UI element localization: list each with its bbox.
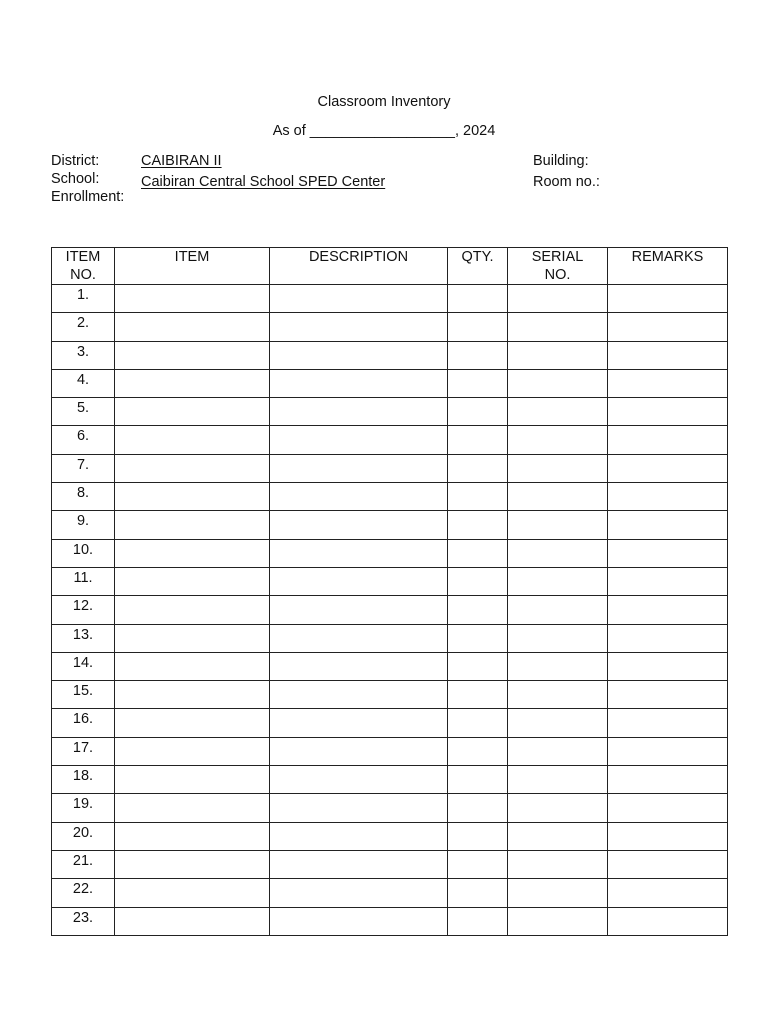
cell-item-no: 3. bbox=[52, 341, 115, 369]
col-header-description: DESCRIPTION bbox=[270, 248, 448, 285]
cell-qty[interactable] bbox=[448, 766, 508, 794]
cell-item[interactable] bbox=[115, 794, 270, 822]
cell-serial-no[interactable] bbox=[508, 539, 608, 567]
cell-item-no: 4. bbox=[52, 369, 115, 397]
col-header-serial-no: SERIAL NO. bbox=[508, 248, 608, 285]
cell-remarks[interactable] bbox=[608, 369, 728, 397]
cell-remarks[interactable] bbox=[608, 681, 728, 709]
room-label: Room no.: bbox=[533, 174, 600, 190]
table-row bbox=[52, 313, 728, 341]
building-label: Building: bbox=[533, 153, 589, 169]
table-row bbox=[52, 398, 728, 426]
col-header-qty: QTY. bbox=[448, 248, 508, 285]
table-row bbox=[52, 879, 728, 907]
cell-serial-no[interactable] bbox=[508, 285, 608, 313]
cell-item-no: 7. bbox=[52, 454, 115, 482]
cell-item-no: 19. bbox=[52, 794, 115, 822]
cell-qty[interactable] bbox=[448, 681, 508, 709]
cell-serial-no[interactable] bbox=[508, 652, 608, 680]
cell-description[interactable] bbox=[270, 341, 448, 369]
cell-item-no: 16. bbox=[52, 709, 115, 737]
cell-qty[interactable] bbox=[448, 737, 508, 765]
cell-description[interactable] bbox=[270, 737, 448, 765]
cell-qty[interactable] bbox=[448, 907, 508, 935]
school-value: Caibiran Central School SPED Center bbox=[141, 174, 386, 190]
cell-qty[interactable] bbox=[448, 483, 508, 511]
cell-description[interactable] bbox=[270, 907, 448, 935]
cell-qty[interactable] bbox=[448, 454, 508, 482]
cell-description[interactable] bbox=[270, 313, 448, 341]
cell-item-no: 11. bbox=[52, 567, 115, 595]
cell-remarks[interactable] bbox=[608, 341, 728, 369]
cell-item-no: 5. bbox=[52, 398, 115, 426]
cell-description[interactable] bbox=[270, 539, 448, 567]
table-row bbox=[52, 511, 728, 539]
cell-description[interactable] bbox=[270, 850, 448, 878]
inventory-table bbox=[51, 247, 728, 936]
table-row bbox=[52, 596, 728, 624]
cell-qty[interactable] bbox=[448, 879, 508, 907]
cell-item[interactable] bbox=[115, 483, 270, 511]
cell-remarks[interactable] bbox=[608, 313, 728, 341]
table-header-row bbox=[52, 248, 728, 285]
cell-remarks[interactable] bbox=[608, 850, 728, 878]
cell-item[interactable] bbox=[115, 539, 270, 567]
cell-qty[interactable] bbox=[448, 624, 508, 652]
col-header-remarks: REMARKS bbox=[608, 248, 728, 285]
table-row bbox=[52, 624, 728, 652]
cell-remarks[interactable] bbox=[608, 511, 728, 539]
cell-remarks[interactable] bbox=[608, 398, 728, 426]
cell-remarks[interactable] bbox=[608, 539, 728, 567]
cell-remarks[interactable] bbox=[608, 652, 728, 680]
cell-serial-no[interactable] bbox=[508, 454, 608, 482]
table-row bbox=[52, 652, 728, 680]
cell-description[interactable] bbox=[270, 369, 448, 397]
cell-qty[interactable] bbox=[448, 341, 508, 369]
table-row bbox=[52, 681, 728, 709]
cell-description[interactable] bbox=[270, 794, 448, 822]
cell-remarks[interactable] bbox=[608, 822, 728, 850]
cell-description[interactable] bbox=[270, 567, 448, 595]
cell-remarks[interactable] bbox=[608, 907, 728, 935]
cell-description[interactable] bbox=[270, 766, 448, 794]
cell-serial-no[interactable] bbox=[508, 624, 608, 652]
cell-serial-no[interactable] bbox=[508, 341, 608, 369]
cell-serial-no[interactable] bbox=[508, 907, 608, 935]
cell-qty[interactable] bbox=[448, 850, 508, 878]
cell-item[interactable] bbox=[115, 369, 270, 397]
as-of-line: As of __________________, 2024 bbox=[272, 123, 496, 139]
cell-remarks[interactable] bbox=[608, 794, 728, 822]
cell-item[interactable] bbox=[115, 766, 270, 794]
cell-qty[interactable] bbox=[448, 539, 508, 567]
cell-remarks[interactable] bbox=[608, 879, 728, 907]
cell-item[interactable] bbox=[115, 511, 270, 539]
col-header-item-no: ITEM NO. bbox=[52, 248, 115, 285]
table-row bbox=[52, 794, 728, 822]
cell-item-no: 17. bbox=[52, 737, 115, 765]
document-title: Classroom Inventory bbox=[317, 94, 451, 110]
cell-serial-no[interactable] bbox=[508, 596, 608, 624]
cell-serial-no[interactable] bbox=[508, 313, 608, 341]
cell-description[interactable] bbox=[270, 398, 448, 426]
table-body bbox=[52, 285, 728, 936]
cell-item[interactable] bbox=[115, 567, 270, 595]
cell-remarks[interactable] bbox=[608, 285, 728, 313]
cell-description[interactable] bbox=[270, 483, 448, 511]
cell-serial-no[interactable] bbox=[508, 879, 608, 907]
cell-description[interactable] bbox=[270, 879, 448, 907]
cell-item[interactable] bbox=[115, 652, 270, 680]
cell-description[interactable] bbox=[270, 426, 448, 454]
cell-serial-no[interactable] bbox=[508, 794, 608, 822]
cell-serial-no[interactable] bbox=[508, 822, 608, 850]
cell-item[interactable] bbox=[115, 850, 270, 878]
cell-item[interactable] bbox=[115, 822, 270, 850]
cell-qty[interactable] bbox=[448, 709, 508, 737]
cell-item[interactable] bbox=[115, 879, 270, 907]
cell-item[interactable] bbox=[115, 398, 270, 426]
cell-description[interactable] bbox=[270, 511, 448, 539]
cell-description[interactable] bbox=[270, 681, 448, 709]
table-row bbox=[52, 285, 728, 313]
cell-item[interactable] bbox=[115, 596, 270, 624]
cell-description[interactable] bbox=[270, 822, 448, 850]
cell-remarks[interactable] bbox=[608, 567, 728, 595]
cell-description[interactable] bbox=[270, 454, 448, 482]
cell-remarks[interactable] bbox=[608, 709, 728, 737]
cell-item-no: 10. bbox=[52, 539, 115, 567]
cell-qty[interactable] bbox=[448, 596, 508, 624]
district-label: District: bbox=[51, 153, 100, 169]
cell-serial-no[interactable] bbox=[508, 850, 608, 878]
district-value: CAIBIRAN II bbox=[141, 153, 222, 169]
table-row bbox=[52, 567, 728, 595]
cell-serial-no[interactable] bbox=[508, 681, 608, 709]
table-row bbox=[52, 766, 728, 794]
cell-item[interactable] bbox=[115, 454, 270, 482]
cell-qty[interactable] bbox=[448, 652, 508, 680]
table-row bbox=[52, 426, 728, 454]
cell-remarks[interactable] bbox=[608, 483, 728, 511]
cell-serial-no[interactable] bbox=[508, 511, 608, 539]
cell-serial-no[interactable] bbox=[508, 737, 608, 765]
cell-serial-no[interactable] bbox=[508, 567, 608, 595]
cell-item[interactable] bbox=[115, 341, 270, 369]
cell-item-no: 22. bbox=[52, 879, 115, 907]
cell-item-no: 18. bbox=[52, 766, 115, 794]
cell-item-no: 23. bbox=[52, 907, 115, 935]
table-row bbox=[52, 454, 728, 482]
table-row bbox=[52, 907, 728, 935]
cell-item[interactable] bbox=[115, 709, 270, 737]
cell-description[interactable] bbox=[270, 285, 448, 313]
table-row bbox=[52, 369, 728, 397]
cell-serial-no[interactable] bbox=[508, 483, 608, 511]
table-row bbox=[52, 539, 728, 567]
cell-item-no: 21. bbox=[52, 850, 115, 878]
table-row bbox=[52, 483, 728, 511]
cell-remarks[interactable] bbox=[608, 766, 728, 794]
cell-item[interactable] bbox=[115, 285, 270, 313]
school-label: School: bbox=[51, 171, 100, 187]
cell-qty[interactable] bbox=[448, 369, 508, 397]
table-row bbox=[52, 822, 728, 850]
cell-item[interactable] bbox=[115, 907, 270, 935]
cell-remarks[interactable] bbox=[608, 596, 728, 624]
cell-qty[interactable] bbox=[448, 313, 508, 341]
cell-qty[interactable] bbox=[448, 794, 508, 822]
cell-qty[interactable] bbox=[448, 822, 508, 850]
cell-serial-no[interactable] bbox=[508, 766, 608, 794]
cell-remarks[interactable] bbox=[608, 454, 728, 482]
cell-remarks[interactable] bbox=[608, 426, 728, 454]
cell-item[interactable] bbox=[115, 313, 270, 341]
table-row bbox=[52, 341, 728, 369]
cell-item-no: 1. bbox=[52, 285, 115, 313]
cell-item-no: 6. bbox=[52, 426, 115, 454]
cell-serial-no[interactable] bbox=[508, 398, 608, 426]
cell-qty[interactable] bbox=[448, 285, 508, 313]
cell-remarks[interactable] bbox=[608, 624, 728, 652]
cell-item-no: 2. bbox=[52, 313, 115, 341]
table-row bbox=[52, 709, 728, 737]
cell-description[interactable] bbox=[270, 624, 448, 652]
cell-remarks[interactable] bbox=[608, 737, 728, 765]
cell-qty[interactable] bbox=[448, 426, 508, 454]
cell-item-no: 14. bbox=[52, 652, 115, 680]
table-row bbox=[52, 850, 728, 878]
cell-item-no: 9. bbox=[52, 511, 115, 539]
cell-description[interactable] bbox=[270, 652, 448, 680]
cell-serial-no[interactable] bbox=[508, 426, 608, 454]
cell-serial-no[interactable] bbox=[508, 369, 608, 397]
cell-description[interactable] bbox=[270, 596, 448, 624]
cell-item[interactable] bbox=[115, 681, 270, 709]
cell-item-no: 15. bbox=[52, 681, 115, 709]
cell-item-no: 8. bbox=[52, 483, 115, 511]
cell-item-no: 12. bbox=[52, 596, 115, 624]
cell-item[interactable] bbox=[115, 426, 270, 454]
cell-item-no: 13. bbox=[52, 624, 115, 652]
cell-qty[interactable] bbox=[448, 398, 508, 426]
cell-description[interactable] bbox=[270, 709, 448, 737]
table-row bbox=[52, 737, 728, 765]
cell-item[interactable] bbox=[115, 624, 270, 652]
cell-qty[interactable] bbox=[448, 511, 508, 539]
col-header-item: ITEM bbox=[115, 248, 270, 285]
enrollment-label: Enrollment: bbox=[51, 189, 125, 205]
cell-item-no: 20. bbox=[52, 822, 115, 850]
cell-item[interactable] bbox=[115, 737, 270, 765]
cell-qty[interactable] bbox=[448, 567, 508, 595]
cell-serial-no[interactable] bbox=[508, 709, 608, 737]
